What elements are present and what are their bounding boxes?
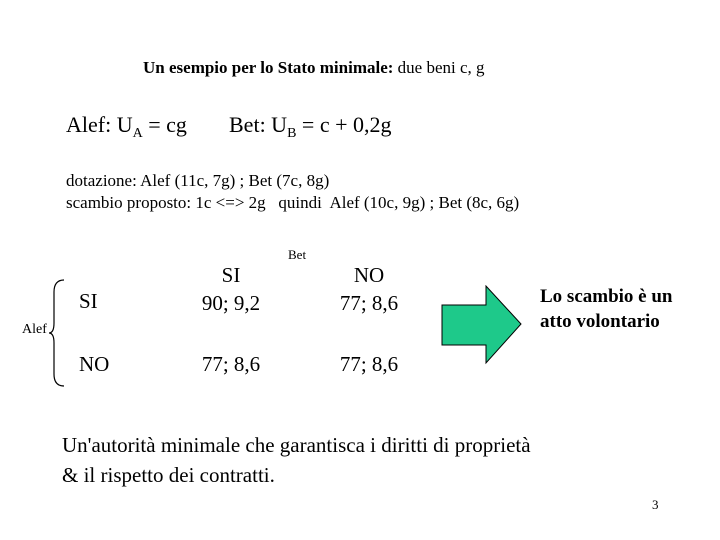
bet-utility-sub: B [287, 126, 297, 141]
alef-utility-name: Alef [66, 112, 106, 137]
page-number: 3 [652, 497, 659, 512]
slide-title [143, 58, 485, 78]
cell-si-si: 90; 9,2 [201, 291, 261, 315]
cell-no-no: 77; 8,6 [339, 352, 399, 376]
bottom-text [62, 430, 531, 490]
row-header-si: SI [79, 289, 98, 313]
bet-utility-rest: = c + 0,2g [296, 112, 392, 137]
alef-utility-rest: = cg [142, 112, 187, 137]
bottom-text-line2: & il rispetto dei contratti. [62, 463, 275, 487]
scambio-line: scambio proposto: 1c <=> 2g quindi Alef (10c, 9g) ; Bet (8c, 6g) [66, 193, 520, 212]
col-header-si: SI [221, 263, 241, 287]
bet-utility [229, 112, 392, 142]
alef-utility [66, 112, 187, 142]
bet-player-label: Bet [288, 247, 307, 262]
row-brace [48, 278, 68, 388]
bet-utility-u: : U [259, 112, 288, 137]
arrow-right-icon [441, 285, 523, 365]
row-header-no: NO [79, 352, 110, 376]
title-rest: due beni c, g [393, 58, 485, 77]
alef-utility-u: : U [105, 112, 133, 137]
dotazione-line: dotazione: Alef (11c, 7g) ; Bet (7c, 8g) [66, 171, 330, 190]
voluntary-note: Lo scambio è un atto volontario [540, 286, 673, 332]
cell-si-no: 77; 8,6 [339, 291, 399, 315]
alef-player-label: Alef [22, 322, 47, 337]
title-bold: Un esempio per lo Stato minimale: [143, 58, 394, 77]
alef-utility-sub: A [132, 126, 143, 141]
bet-utility-name: Bet [229, 112, 260, 137]
col-header-no: NO [353, 263, 385, 287]
cell-no-si: 77; 8,6 [201, 352, 261, 376]
bottom-text-line1: Un'autorità minimale che garantisca i diritti di proprietà [62, 433, 531, 457]
